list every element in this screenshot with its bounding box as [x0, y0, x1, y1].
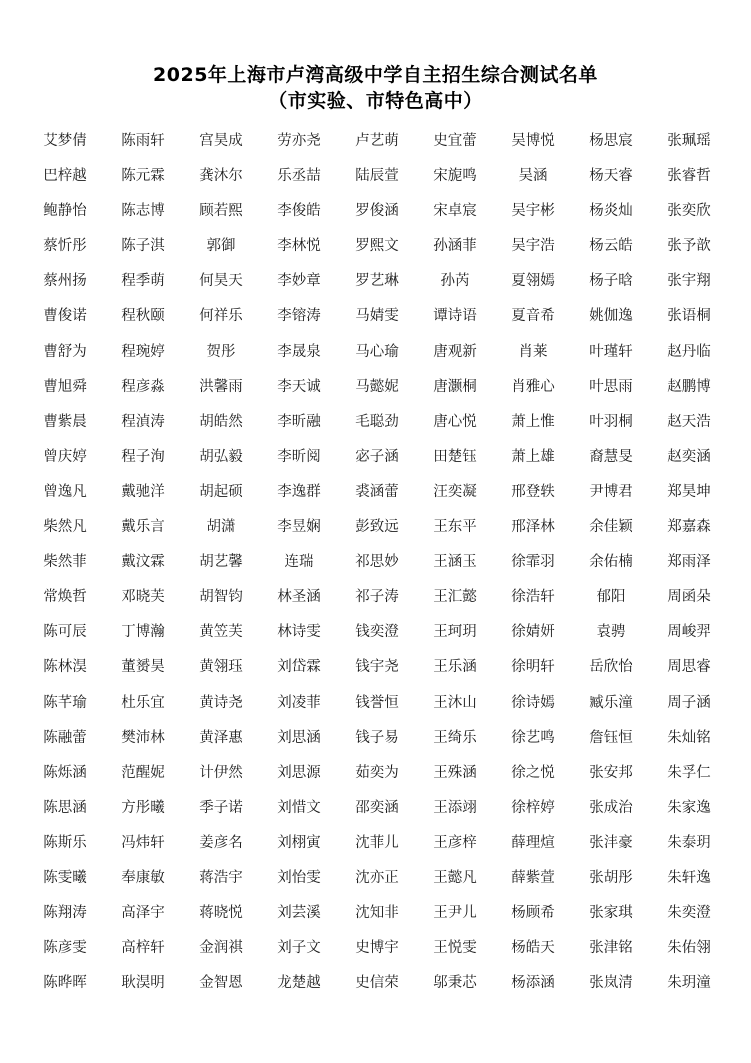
name-cell: 李昱娴 — [277, 519, 321, 536]
name-cell: 劳亦尧 — [277, 133, 321, 149]
name-cell: 陈林淏 — [43, 659, 87, 676]
name-cell: 李昕阅 — [277, 448, 321, 465]
name-cell: 张语桐 — [667, 308, 711, 325]
name-cell: 张沣豪 — [589, 834, 633, 851]
name-list-grid — [26, 128, 726, 1005]
name-cell: 程琬婷 — [121, 343, 165, 360]
name-cell: 詹钰恒 — [589, 729, 633, 746]
name-cell: 王乐涵 — [433, 659, 477, 676]
name-cell: 郭御 — [206, 238, 236, 255]
name-cell: 尹博君 — [589, 483, 633, 500]
name-cell: 马心瑜 — [355, 343, 399, 360]
name-cell: 史信荣 — [355, 975, 399, 992]
name-cell: 裘涵蕾 — [355, 483, 399, 500]
name-cell: 刘思涵 — [277, 729, 321, 746]
name-cell: 董赟昊 — [121, 659, 165, 676]
name-cell: 金智恩 — [199, 975, 243, 992]
name-cell: 朱灿铭 — [667, 729, 711, 746]
name-cell: 戴驰洋 — [121, 483, 165, 500]
name-cell: 张岚清 — [589, 975, 633, 992]
name-cell: 王东平 — [433, 519, 477, 536]
name-cell: 曹旭舜 — [43, 378, 87, 395]
name-cell: 邢泽林 — [511, 519, 555, 536]
name-cell: 陈晔晖 — [43, 975, 87, 992]
name-cell: 陈雯曦 — [43, 869, 87, 886]
name-cell: 黄翎珏 — [199, 659, 243, 676]
name-cell: 罗熙文 — [355, 238, 399, 255]
name-cell: 林圣涵 — [277, 589, 321, 606]
name-cell: 樊沛林 — [121, 729, 165, 746]
name-cell: 徐浩轩 — [511, 589, 555, 606]
name-cell: 杜乐宜 — [121, 694, 165, 711]
name-cell: 顾若熙 — [199, 203, 243, 220]
title-line-sub: （市实验、市特色高中） — [268, 90, 483, 112]
name-cell: 孙芮 — [440, 273, 470, 290]
name-cell: 连瑞 — [284, 554, 314, 571]
name-cell: 沈亦正 — [355, 869, 399, 886]
name-cell: 卢艺萌 — [355, 133, 399, 149]
name-cell: 孙涵菲 — [433, 238, 477, 255]
name-cell: 马懿妮 — [355, 378, 399, 395]
document-title — [0, 62, 751, 114]
name-cell: 罗艺琳 — [355, 273, 399, 290]
name-cell: 柴然菲 — [43, 554, 87, 571]
name-cell: 周子涵 — [667, 694, 711, 711]
name-cell: 李妙章 — [277, 273, 321, 290]
name-cell: 李昕融 — [277, 413, 321, 430]
name-cell: 马婧雯 — [355, 308, 399, 325]
name-cell: 夏翎嫣 — [511, 273, 555, 290]
name-cell: 黄泽惠 — [199, 729, 243, 746]
name-cell: 王汇懿 — [433, 589, 477, 606]
name-cell: 杨思宸 — [589, 133, 633, 149]
name-cell: 余佑楠 — [589, 554, 633, 571]
name-cell: 胡智钧 — [199, 589, 243, 606]
name-cell: 王沐山 — [433, 694, 477, 711]
name-cell: 奉康敏 — [121, 869, 165, 886]
name-cell: 刘岱霖 — [277, 659, 321, 676]
name-cell: 王悦雯 — [433, 940, 477, 957]
name-cell: 萧上惟 — [511, 413, 555, 430]
name-cell: 邢登轶 — [511, 483, 555, 500]
name-cell: 吴博悦 — [511, 133, 555, 149]
name-cell: 赵丹临 — [667, 343, 711, 360]
name-cell: 唐心悦 — [433, 413, 477, 430]
name-cell: 赵奕涵 — [667, 448, 711, 465]
name-cell: 汪奕凝 — [433, 483, 477, 500]
name-cell: 计伊然 — [199, 764, 243, 781]
name-cell: 史博宇 — [355, 940, 399, 957]
name-cell: 程湞涛 — [121, 413, 165, 430]
name-cell: 邓晓芙 — [121, 589, 165, 606]
name-cell: 李镕涛 — [277, 308, 321, 325]
name-cell: 张睿哲 — [667, 168, 711, 185]
name-cell: 朱泰玥 — [667, 834, 711, 851]
name-cell: 方彤曦 — [121, 799, 165, 816]
name-cell: 夏音希 — [511, 308, 555, 325]
name-cell: 龙楚越 — [277, 975, 321, 992]
name-cell: 陈志博 — [121, 203, 165, 220]
name-cell: 吴宇浩 — [511, 238, 555, 255]
name-cell: 高泽宇 — [121, 905, 165, 922]
name-cell: 王彦梓 — [433, 834, 477, 851]
name-cell: 赵天浩 — [667, 413, 711, 430]
name-cell: 邬秉芯 — [433, 975, 477, 992]
name-cell: 肖莱 — [518, 343, 548, 360]
name-cell: 毛聪劲 — [355, 413, 399, 430]
name-cell: 李逸群 — [277, 483, 321, 500]
name-cell: 王尹儿 — [433, 905, 477, 922]
name-cell: 沈知非 — [355, 905, 399, 922]
name-cell: 刘子文 — [277, 940, 321, 957]
name-cell: 刘凌菲 — [277, 694, 321, 711]
name-cell: 钱奕澄 — [355, 624, 399, 641]
name-cell: 冯炜轩 — [121, 834, 165, 851]
name-cell: 程季萌 — [121, 273, 165, 290]
name-cell: 宫昊成 — [199, 133, 243, 149]
name-cell: 林诗雯 — [277, 624, 321, 641]
name-cell: 彭致远 — [355, 519, 399, 536]
name-cell: 洪馨雨 — [199, 378, 243, 395]
name-cell: 袁骋 — [596, 624, 626, 641]
name-cell: 黄诗尧 — [199, 694, 243, 711]
name-cell: 李晟泉 — [277, 343, 321, 360]
name-cell: 戴乐言 — [121, 519, 165, 536]
name-cell: 王珂玥 — [433, 624, 477, 641]
name-cell: 范醒妮 — [121, 764, 165, 781]
name-cell: 陈融蕾 — [43, 729, 87, 746]
name-cell: 徐诗嫣 — [511, 694, 555, 711]
name-cell: 钱誉恒 — [355, 694, 399, 711]
name-cell: 蒋晓悦 — [199, 905, 243, 922]
name-cell: 宋旎鸣 — [433, 168, 477, 185]
name-cell: 陈翔涛 — [43, 905, 87, 922]
title-line-main: 2025年上海市卢湾高级中学自主招生综合测试名单 — [153, 64, 598, 86]
name-cell: 宓子涵 — [355, 448, 399, 465]
name-cell: 裔慧旻 — [589, 448, 633, 465]
name-cell: 徐霏羽 — [511, 554, 555, 571]
name-cell: 张予歆 — [667, 238, 711, 255]
name-cell: 薛紫萱 — [511, 869, 555, 886]
name-cell: 陆辰萱 — [355, 168, 399, 185]
name-cell: 史宜蕾 — [433, 133, 477, 149]
name-cell: 胡潇 — [206, 519, 236, 536]
name-cell: 郑昊坤 — [667, 483, 711, 500]
name-cell: 徐艺鸣 — [511, 729, 555, 746]
name-cell: 叶思雨 — [589, 378, 633, 395]
name-cell: 周峻羿 — [667, 624, 711, 641]
name-cell: 杨添涵 — [511, 975, 555, 992]
name-cell: 谭诗语 — [433, 308, 477, 325]
name-cell: 陈思涵 — [43, 799, 87, 816]
name-cell: 臧乐潼 — [589, 694, 633, 711]
name-cell: 祁子涛 — [355, 589, 399, 606]
name-cell: 金润祺 — [199, 940, 243, 957]
name-cell: 程彦淼 — [121, 378, 165, 395]
name-cell: 胡弘毅 — [199, 448, 243, 465]
name-cell: 曹俊诺 — [43, 308, 87, 325]
name-cell: 田楚钰 — [433, 448, 477, 465]
name-cell: 茹奕为 — [355, 764, 399, 781]
name-cell: 朱家逸 — [667, 799, 711, 816]
name-cell: 鲍静怡 — [43, 203, 87, 220]
name-cell: 张宇翔 — [667, 273, 711, 290]
name-cell: 曾庆婷 — [43, 448, 87, 465]
name-cell: 朱奕澄 — [667, 905, 711, 922]
name-cell: 肖雅心 — [511, 378, 555, 395]
name-cell: 胡皓然 — [199, 413, 243, 430]
name-cell: 陈子淇 — [121, 238, 165, 255]
name-cell: 张珮瑶 — [667, 133, 711, 149]
name-cell: 沈菲儿 — [355, 834, 399, 851]
name-cell: 柴然凡 — [43, 519, 87, 536]
name-cell: 陈元霖 — [121, 168, 165, 185]
name-cell: 朱玥潼 — [667, 975, 711, 992]
name-cell: 杨皓天 — [511, 940, 555, 957]
name-cell: 耿淏明 — [121, 975, 165, 992]
name-cell: 岳欣怡 — [589, 659, 633, 676]
name-cell: 叶羽桐 — [589, 413, 633, 430]
name-cell: 蔡州扬 — [43, 273, 87, 290]
name-cell: 曾逸凡 — [43, 483, 87, 500]
name-cell: 刘怡雯 — [277, 869, 321, 886]
name-cell: 唐观新 — [433, 343, 477, 360]
name-cell: 陈斯乐 — [43, 834, 87, 851]
name-cell: 姜彦名 — [199, 834, 243, 851]
name-cell: 余佳颖 — [589, 519, 633, 536]
name-cell: 刘栩寅 — [277, 834, 321, 851]
name-cell: 王添翊 — [433, 799, 477, 816]
name-cell: 高梓轩 — [121, 940, 165, 957]
name-cell: 程子洵 — [121, 448, 165, 465]
name-cell: 刘思源 — [277, 764, 321, 781]
name-cell: 钱宇尧 — [355, 659, 399, 676]
name-cell: 季子诺 — [199, 799, 243, 816]
name-cell: 唐灏桐 — [433, 378, 477, 395]
name-cell: 吴宇彬 — [511, 203, 555, 220]
name-cell: 陈烁涵 — [43, 764, 87, 781]
name-cell: 何昊天 — [199, 273, 243, 290]
name-cell: 叶瑾轩 — [589, 343, 633, 360]
name-cell: 张奕欣 — [667, 203, 711, 220]
name-cell: 王绮乐 — [433, 729, 477, 746]
name-cell: 胡起硕 — [199, 483, 243, 500]
name-cell: 曹舒为 — [43, 343, 87, 360]
name-cell: 邵奕涵 — [355, 799, 399, 816]
name-cell: 张家琪 — [589, 905, 633, 922]
name-cell: 贺彤 — [206, 343, 236, 360]
name-cell: 萧上雄 — [511, 448, 555, 465]
name-cell: 李天诚 — [277, 378, 321, 395]
name-cell: 曹紫晨 — [43, 413, 87, 430]
name-cell: 张津铭 — [589, 940, 633, 957]
name-cell: 程秋颐 — [121, 308, 165, 325]
name-cell: 陈雨轩 — [121, 133, 165, 149]
name-cell: 蒋浩宇 — [199, 869, 243, 886]
name-cell: 蔡忻彤 — [43, 238, 87, 255]
name-cell: 艾梦倩 — [43, 133, 87, 149]
name-cell: 徐之悦 — [511, 764, 555, 781]
name-cell: 周思睿 — [667, 659, 711, 676]
name-cell: 张成治 — [589, 799, 633, 816]
name-cell: 钱子易 — [355, 729, 399, 746]
name-cell: 杨子晗 — [589, 273, 633, 290]
name-cell: 王懿凡 — [433, 869, 477, 886]
name-cell: 常焕哲 — [43, 589, 87, 606]
name-cell: 王涵玉 — [433, 554, 477, 571]
name-cell: 王殊涵 — [433, 764, 477, 781]
name-cell: 陈芊瑜 — [43, 694, 87, 711]
name-cell: 朱孚仁 — [667, 764, 711, 781]
name-cell: 胡艺馨 — [199, 554, 243, 571]
name-cell: 龚沐尔 — [199, 168, 243, 185]
name-cell: 乐丞喆 — [277, 168, 321, 185]
name-cell: 徐婧妍 — [511, 624, 555, 641]
name-cell: 何祥乐 — [199, 308, 243, 325]
name-cell: 张安邦 — [589, 764, 633, 781]
name-cell: 祁思妙 — [355, 554, 399, 571]
name-cell: 郁阳 — [596, 589, 626, 606]
name-cell: 张胡彤 — [589, 869, 633, 886]
name-cell: 李俊皓 — [277, 203, 321, 220]
name-cell: 戴汶霖 — [121, 554, 165, 571]
name-cell: 杨炎灿 — [589, 203, 633, 220]
name-cell: 朱佑翎 — [667, 940, 711, 957]
name-cell: 罗俊涵 — [355, 203, 399, 220]
name-cell: 杨云皓 — [589, 238, 633, 255]
name-cell: 刘芸溪 — [277, 905, 321, 922]
name-cell: 姚伽逸 — [589, 308, 633, 325]
name-cell: 郑雨泽 — [667, 554, 711, 571]
name-cell: 杨顾希 — [511, 905, 555, 922]
name-cell: 徐明轩 — [511, 659, 555, 676]
name-cell: 周函朵 — [667, 589, 711, 606]
name-cell: 巴梓越 — [43, 168, 87, 185]
name-cell: 徐梓婷 — [511, 799, 555, 816]
name-cell: 杨天睿 — [589, 168, 633, 185]
name-cell: 赵鹏博 — [667, 378, 711, 395]
name-cell: 陈可辰 — [43, 624, 87, 641]
name-cell: 郑嘉森 — [667, 519, 711, 536]
name-cell: 宋卓宸 — [433, 203, 477, 220]
name-cell: 刘惜文 — [277, 799, 321, 816]
name-cell: 薛理煊 — [511, 834, 555, 851]
name-cell: 陈彦雯 — [43, 940, 87, 957]
name-cell: 朱轩逸 — [667, 869, 711, 886]
name-cell: 吴涵 — [518, 168, 548, 185]
name-cell: 李林悦 — [277, 238, 321, 255]
name-cell: 丁博瀚 — [121, 624, 165, 641]
name-cell: 黄笠芙 — [199, 624, 243, 641]
